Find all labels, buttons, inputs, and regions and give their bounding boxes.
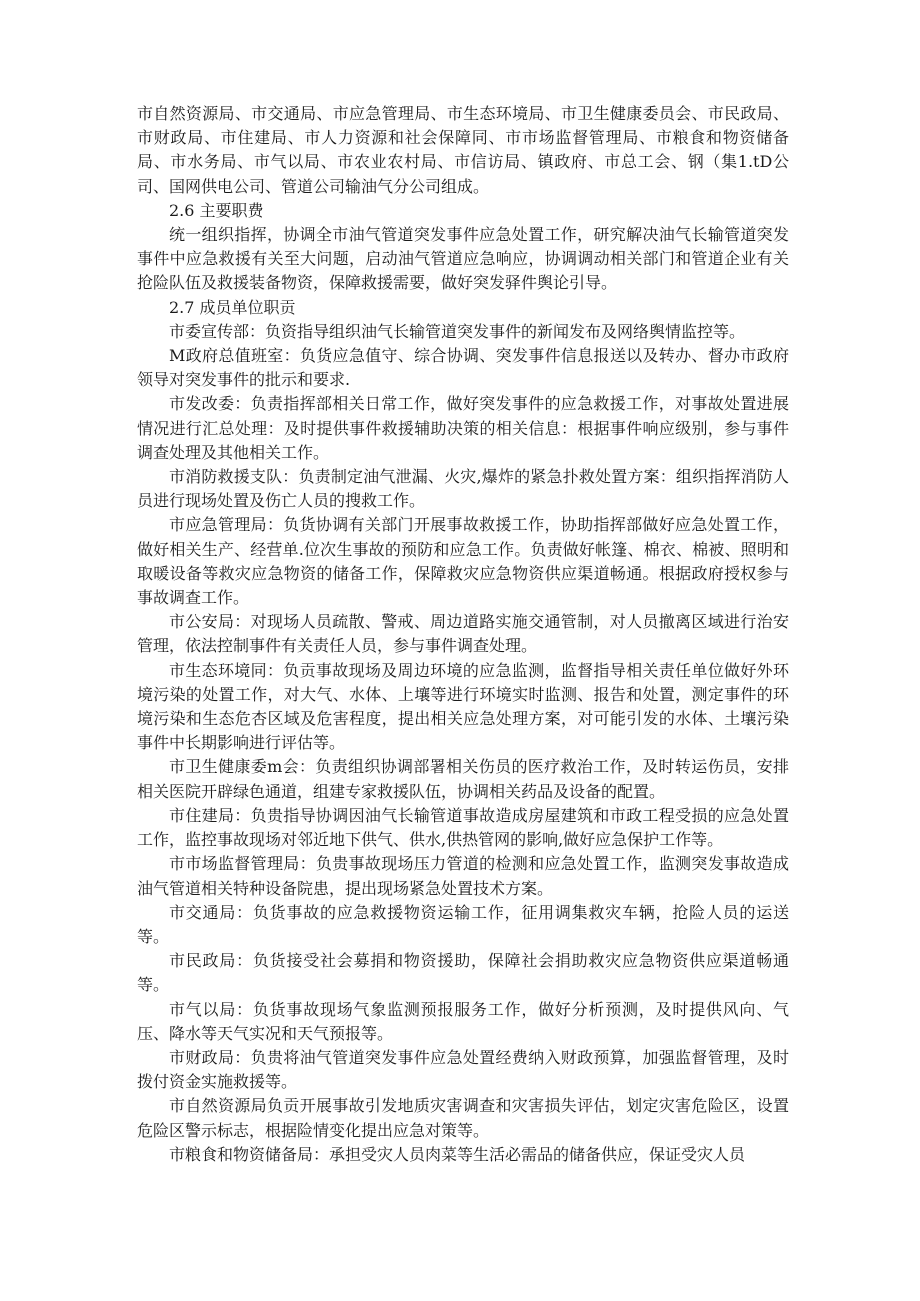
duty-finance: 市财政局：负贵将油气管道突发事件应急处置经费纳入财政预算，加强监督管理，及时拨付资金实施救援等。 bbox=[137, 1047, 789, 1092]
section-2-7-heading: 2.7 成员单位职贡 bbox=[169, 297, 296, 317]
section-2-6-heading: 2.6 主要职费 bbox=[169, 200, 264, 220]
duty-market-supervision: 市市场监督管理局：负贵事故现场压力管道的检测和应急处置工作，监测突发事故造成油气管道相关特种设备院患，提出现场紧急处置技术方案。 bbox=[137, 854, 789, 898]
intro-paragraph: 市自然资源局、市交通局、市应急管理局、市生态环境局、市卫生健康委员会、市民政局、市财政局、市住建局、市人力资源和社会保障同、市市场监督管理局、市粮食和物资储备局、市水务局、市气以局、市农业农村局、市信访局、镇政府、市总工会、钢（集1.tD公司、国网供电公司、管道公司输油气分公司组成。 bbox=[137, 104, 789, 196]
duty-civil-affairs: 市民政局：负货接受社会募捐和物资援助，保障社会捐助救灾应急物资供应渠道畅通等。 bbox=[137, 951, 789, 995]
duty-development-reform: 市发改委：负责指挥部相关日常工作，做好突发事件的应急救援工作，对事故处置进展情况进行汇总处理：及时提供事件救援辅助决策的相关信息：根据事件响应级别，参与事件调查处理及其他相关工作。 bbox=[137, 394, 789, 462]
duty-grain-reserves: 市粮食和物资储备局：承担受灾人员肉菜等生活必需品的储备供应，保证受灾人员 bbox=[169, 1144, 746, 1164]
duty-housing-construction: 市住建局：负贵指导协调因油气长输管道事故造成房屋建筑和市政工程受损的应急处置工作，监控事故现场对邻近地下供气、供水,供热管网的影响,做好应急保护工作等。 bbox=[137, 805, 789, 850]
duty-gov-duty-office: M政府总值班室：负货应急值守、综合协调、突发事件信息报送以及转办、督办市政府领导对突发事件的批示和要求. bbox=[137, 346, 789, 390]
document-page bbox=[137, 102, 789, 1167]
duty-fire-rescue: 市消防救援支队：负责制定油气泄漏、火灾,爆炸的紧急扑救处置方案：组织指挥消防人员进行现场处置及伤亡人员的搜救工作。 bbox=[137, 467, 789, 511]
duty-natural-resources: 市自然资源局负贡开展事故引发地质灾害调查和灾害损失评估，划定灾害危险区，设置危险区警示标志，根据险情变化提出应急对策等。 bbox=[137, 1096, 789, 1140]
duty-meteorology: 市气以局：负货事故现场气象监测预报服务工作，做好分析预测，及时提供风向、气压、降水等天气实况和天气预报等。 bbox=[137, 999, 789, 1043]
duty-public-security: 市公安局：对现场人员疏散、警戒、周边道路实施交通管制，对人员撤离区域进行治安管理，依法控制事件有关责任人员，参与事件调查处理。 bbox=[137, 612, 789, 656]
duty-emergency-management: 市应急管理局：负货协调有关部门开展事故救援工作，协助指挥部做好应急处置工作，做好相关生产、经营单.位次生事故的预防和应急工作。负责做好帐篷、棉衣、棉被、照明和取暖设备等救灾应急物资的储备工作，保障救灾应急物资供应渠道畅通。根据政府授权参与事故调查工作。 bbox=[137, 515, 789, 608]
duty-ecology-environment: 市生态环境同：负贡事故现场及周边环境的应急监测，监督指导相关责任单位做好外环境污染的处置工作，对大气、水体、上壤等进行环境实时监测、报告和处置，测定事件的环境污染和生态危杏区域及危害程度，提出相关应急处理方案，对可能引发的水体、土壤污染事件中长期影响进行评估等。 bbox=[137, 660, 789, 753]
section-2-6-body: 统一组织指挥，协调全市油气管道突发事件应急处置工作，研究解决油气长输管道突发事件中应急救援有关至大问题，启动油气管道应急响应，协调调动相关部门和管道企业有关抢险队伍及救援装备物资，保障救援需要，做好突发驿件舆论引导。 bbox=[137, 225, 789, 293]
duty-transport: 市交通局：负货事故的应急救援物资运输工作，征用调集救灾车辆，抢险人员的运送等。 bbox=[137, 902, 789, 946]
duty-publicity-dept: 市委宣传部：负资指导组织油气长输管道突发事件的新闻发布及网络舆情监控等。 bbox=[169, 321, 746, 341]
duty-health-commission: 市卫生健康委m会：负责组织协调部署相关伤员的医疗救治工作，及时转运伤员，安排相关医院开辟绿色通道，组建专家救援队伍，协调相关药品及设备的配置。 bbox=[137, 757, 789, 801]
